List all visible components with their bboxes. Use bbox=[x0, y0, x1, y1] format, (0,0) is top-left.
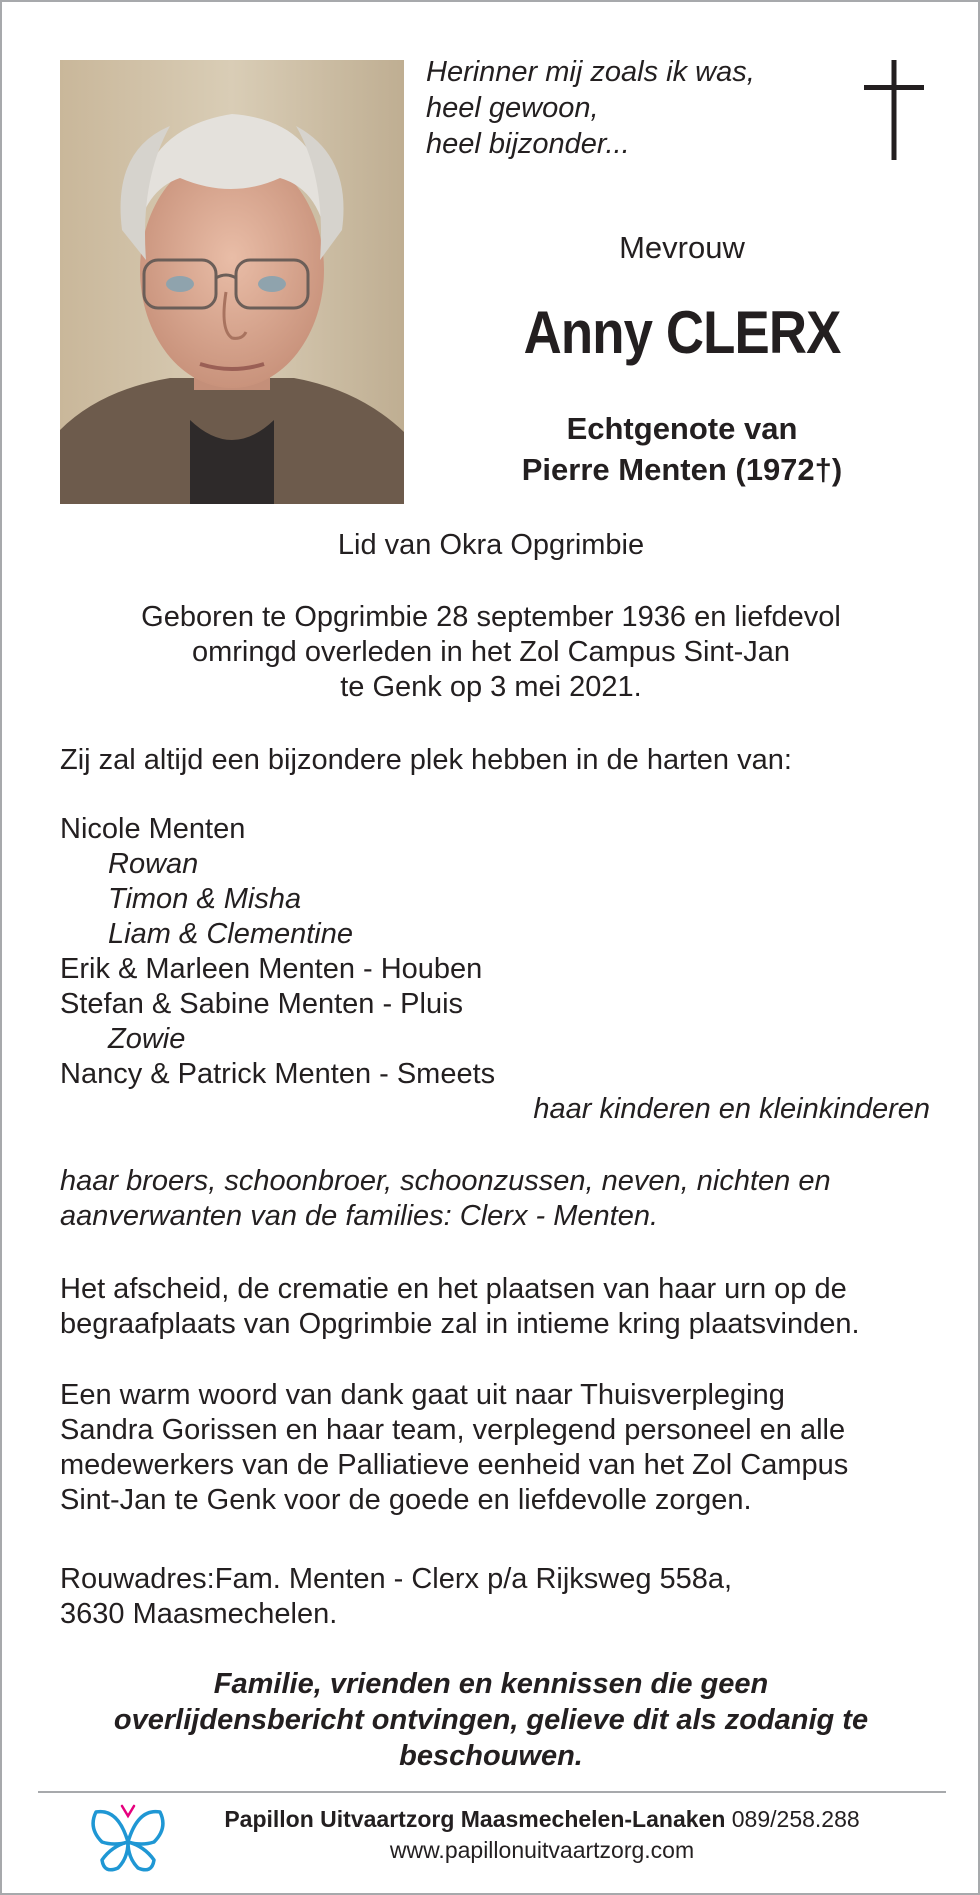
grandchild: Liam & Clementine bbox=[108, 918, 353, 950]
portrait-photo bbox=[60, 60, 404, 504]
thanks-line: Sint-Jan te Genk voor de goede en liefdevolle zorgen. bbox=[60, 1484, 752, 1516]
address-line: Rouwadres:Fam. Menten - Clerx p/a Rijksweg 558a, bbox=[60, 1563, 733, 1595]
birth-death-line: Geboren te Opgrimbie 28 september 1936 en liefdevol bbox=[141, 601, 841, 633]
farewell-text bbox=[60, 1272, 930, 1342]
family-member: Stefan & Sabine Menten - Pluis bbox=[60, 988, 464, 1020]
footer bbox=[182, 1804, 902, 1866]
grandchild: Rowan bbox=[108, 848, 199, 880]
spouse-line: Echtgenote van bbox=[566, 411, 798, 446]
spouse-line: Pierre Menten (1972†) bbox=[521, 452, 843, 487]
company-website[interactable]: www.papillonuitvaartzorg.com bbox=[389, 1837, 695, 1863]
intro-text: Zij zal altijd een bijzondere plek hebben in de harten van: bbox=[60, 744, 792, 776]
closing-line: beschouwen. bbox=[399, 1740, 583, 1772]
family-member: Nancy & Patrick Menten - Smeets bbox=[60, 1058, 496, 1090]
membership: Lid van Okra Opgrimbie bbox=[337, 529, 645, 561]
salutation: Mevrouw bbox=[619, 230, 745, 265]
closing-line: Familie, vrienden en kennissen die geen bbox=[213, 1668, 769, 1700]
poem bbox=[426, 54, 755, 162]
thanks-text bbox=[60, 1378, 930, 1518]
closing-line: overlijdensbericht ontvingen, gelieve dit als zodanig te bbox=[113, 1704, 869, 1736]
relatives-line: aanverwanten van de families: Clerx - Menten. bbox=[60, 1200, 659, 1232]
address-line: 3630 Maasmechelen. bbox=[60, 1598, 338, 1630]
relatives-text bbox=[60, 1164, 930, 1234]
footer-divider bbox=[38, 1791, 946, 1793]
poem-line: heel gewoon, bbox=[426, 92, 599, 124]
family-caption: haar kinderen en kleinkinderen bbox=[533, 1093, 930, 1125]
company-phone[interactable]: 089/258.288 bbox=[731, 1806, 860, 1832]
thanks-line: Een warm woord van dank gaat uit naar Thuisverpleging bbox=[60, 1379, 785, 1411]
birth-death-line: te Genk op 3 mei 2021. bbox=[340, 671, 642, 703]
thanks-line: Sandra Gorissen en haar team, verplegend personeel en alle bbox=[60, 1414, 846, 1446]
butterfly-logo-icon bbox=[88, 1802, 168, 1878]
grandchild: Zowie bbox=[108, 1023, 186, 1055]
family-member: Erik & Marleen Menten - Houben bbox=[60, 953, 483, 985]
grandchild: Timon & Misha bbox=[108, 883, 302, 915]
poem-line: Herinner mij zoals ik was, bbox=[426, 56, 755, 88]
latin-cross-icon bbox=[864, 60, 924, 160]
spouse-info bbox=[472, 408, 892, 490]
mourning-address bbox=[60, 1562, 930, 1632]
footer-company-line bbox=[182, 1804, 902, 1835]
birth-death-info bbox=[60, 600, 922, 705]
deceased-name: Anny CLERX bbox=[523, 299, 841, 366]
thanks-line: medewerkers van de Palliatieve eenheid van het Zol Campus bbox=[60, 1449, 849, 1481]
farewell-line: Het afscheid, de crematie en het plaatsen van haar urn op de bbox=[60, 1273, 847, 1305]
birth-death-line: omringd overleden in het Zol Campus Sint-Jan bbox=[191, 636, 791, 668]
relatives-line: haar broers, schoonbroer, schoonzussen, neven, nichten en bbox=[60, 1165, 831, 1197]
farewell-line: begraafplaats van Opgrimbie zal in intieme kring plaatsvinden. bbox=[60, 1308, 860, 1340]
poem-line: heel bijzonder... bbox=[426, 128, 630, 160]
closing-notice bbox=[60, 1666, 922, 1774]
family-member: Nicole Menten bbox=[60, 813, 246, 845]
family-list bbox=[60, 812, 930, 1127]
company-name: Papillon Uitvaartzorg Maasmechelen-Lanaken bbox=[224, 1806, 726, 1832]
